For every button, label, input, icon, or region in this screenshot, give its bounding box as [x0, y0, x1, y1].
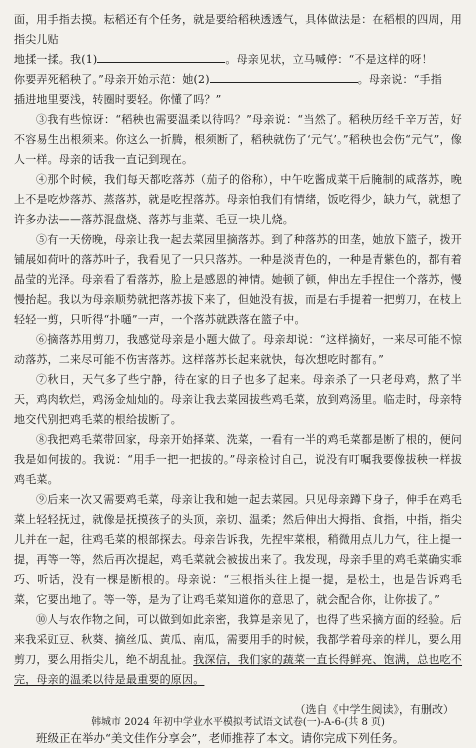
- text-line: 地揉一揉。我(1): [14, 53, 98, 66]
- text-line: 。母亲见状，立马喊停：“不是这样的呀！: [225, 53, 433, 66]
- paragraph-8: ⑧我把鸡毛菜带回家，母亲开始择菜、洗菜，一看有一半的鸡毛菜都是断了根的，便问我是如何拔的。我说：“用手一把一把拔的。”母亲检讨自己，说没有叮嘱我要像拔秧一样拔鸡毛菜。: [14, 433, 462, 486]
- paragraph-4: ④那个时候，我们每天都吃落苏（茄子的俗称），中午吃酱成菜干后腌制的咸落苏，晚上不是吃炒落苏、蒸落苏，就是吃捏落苏。母亲怕我们有情绪，饭吃得少，缺力气，就想了许多办法——落苏混盘烧、落苏与韭菜、毛豆一块儿烧。: [14, 173, 462, 226]
- underlined-sentence: 我深信，我们家的蔬菜一直长得鲜亮、饱满，总也吃不完，母亲的温柔以待是最重要的原因。: [14, 653, 463, 686]
- paragraph-6: ⑥摘落苏用剪刀，我感觉母亲是小题大做了。母亲却说：“这样摘好，一来尽可能不惊动落苏，二来尽可能不伤害落苏。这样落苏长起来就快，每次想吃时都有。”: [14, 333, 462, 366]
- paragraph-7: ⑦秋日，天气多了些宁静，待在家的日子也多了起来。母亲杀了一只老母鸡，熬了半天，鸡肉软烂，鸡汤金灿灿的。母亲让我去菜园拔些鸡毛菜，放到鸡汤里。临走时，母亲特地交代别把鸡毛菜的根给拔断了。: [14, 373, 462, 426]
- paragraph-10-text: ⑩人与农作物之间，可以做到如此亲密，我算是亲见了，也得了些采摘方面的经验。后来我采豇豆、秋葵、摘丝瓜、黄瓜、南瓜，需要用手的时候，我都学着母亲的样儿，要么用剪刀，要么用指尖儿，绝不胡乱扯。: [14, 613, 462, 666]
- paragraph-5: ⑤有一天傍晚，母亲让我一起去菜园里摘落苏。到了种落苏的田垄，她放下篮子，拨开铺展如荷叶的落苏叶子，我看见了一只只落苏。一种是淡青色的，一种是青紫色的，都有着晶莹的光泽。母亲看了看落苏，脸上是感恩的神情。她顿了顿，伸出左手捏住一个落苏，慢慢抬起。我以为母亲顺势就把落苏拔下来了，但她没有拔，而是右手提着一把剪刀，在枝上轻轻一剪，只听得“扑嗵”一声，一个落苏就跌落在篮子中。: [14, 233, 462, 326]
- source-citation: （选自《中学生阅读》，有删改）: [294, 703, 454, 716]
- page-footer: 韩城市 2024 年初中学业水平模拟考试语文试卷(一)-A-6-(共 8 页): [91, 717, 385, 728]
- answer-blank-1[interactable]: [97, 50, 225, 63]
- paragraph-9: ⑨后来一次又需要鸡毛菜，母亲让我和她一起去菜园。只见母亲蹲下身子，伸手在鸡毛菜上轻轻抚过，就像是抚摸孩子的头顶，亲切、温柔；然后伸出大拇指、食指，中指，指尖儿并在一起，往鸡毛菜的根部探去。母亲告诉我，先捏牢菜根，稍微用点儿力气，往上提一提，再等一等，然后再次提起，鸡毛菜就会被拔出来了。我发现，母亲手里的鸡毛菜确实乖巧、听话，没有一棵是断根的。母亲说：“三根指头往上提一提，是松土，也是告诉鸡毛菜，它要出地了。等一等，是为了让鸡毛菜知道你的意思了，就会配合你，让你拔了。”: [14, 493, 462, 606]
- text-line: 。母亲说：“手指: [357, 73, 442, 86]
- paragraph-3: ③我有些惊讶：“稻秧也需要温柔以待吗？”母亲说：“当然了。稻秧历经千辛万苦，好不容易生出根须来。你这么一折腾，根须断了，稻秧就伤了‘元气’。”稻秧也会伤“元气”，像人一样。母亲的话我一直记到现在。: [14, 113, 462, 166]
- answer-blank-2[interactable]: [210, 70, 358, 83]
- text-line: 面，用手指去摸。耘稻还有个任务，就是要给稻秧透透气，具体做法是：在稻根的四周，用指尖儿贴: [14, 13, 462, 46]
- text-line: 你要弄死稻秧了。”母亲开始示范：她(2): [14, 73, 210, 86]
- task-instruction: 班级正在举办“美文佳作分享会”，老师推荐了本文。请你完成下列任务。: [36, 731, 405, 745]
- paragraph-10: [14, 610, 462, 690]
- paragraph-2-continued: [14, 10, 462, 110]
- text-line: 插进地里要浅，转圈时要轻。你懂了吗？”: [14, 93, 222, 106]
